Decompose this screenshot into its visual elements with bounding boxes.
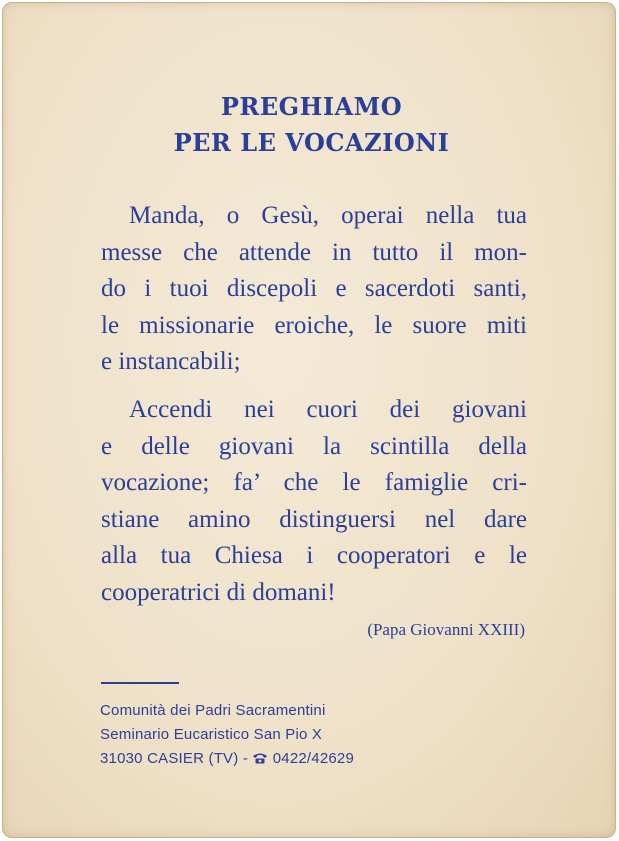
prayer-line: le missionarie eroiche, le suore miti — [101, 311, 527, 339]
prayer-stanza-2 — [101, 392, 527, 611]
prayer-line: e instancabili; — [101, 348, 241, 375]
address-line-2: Seminario Eucaristico San Pio X — [100, 726, 323, 743]
divider-rule — [101, 682, 179, 684]
prayer-stanza-1 — [101, 198, 527, 381]
prayer-line: cooperatrici di domani! — [101, 578, 336, 606]
prayer-card — [2, 2, 616, 838]
prayer-line: e delle giovani la scintilla della — [101, 432, 527, 460]
prayer-line: alla tua Chiesa i cooperatori e le — [101, 542, 527, 569]
prayer-line: Manda, o Gesù, operai nella tua — [129, 202, 527, 229]
prayer-line: stiane amino distinguersi nel dare — [101, 505, 527, 533]
phone-number: 0422/42629 — [272, 750, 355, 767]
address-line-1: Comunità dei Padri Sacramentini — [100, 702, 326, 719]
prayer-line: vocazione; fa’ che le famiglie cri- — [101, 469, 527, 496]
attribution: (Papa Giovanni XXIII) — [367, 620, 525, 639]
prayer-line: messe che attende in tutto il mon- — [101, 238, 527, 266]
prayer-line: do i tuoi discepoli e sacerdoti santi, — [101, 275, 527, 302]
telephone-icon — [252, 749, 268, 761]
title-line-1: PREGHIAMO — [220, 92, 403, 121]
address-city: 31030 CASIER (TV) - — [100, 750, 249, 767]
title-line-2: PER LE VOCAZIONI — [173, 128, 450, 157]
prayer-line: Accendi nei cuori dei giovani — [129, 396, 527, 423]
address-line-3 — [100, 748, 354, 770]
